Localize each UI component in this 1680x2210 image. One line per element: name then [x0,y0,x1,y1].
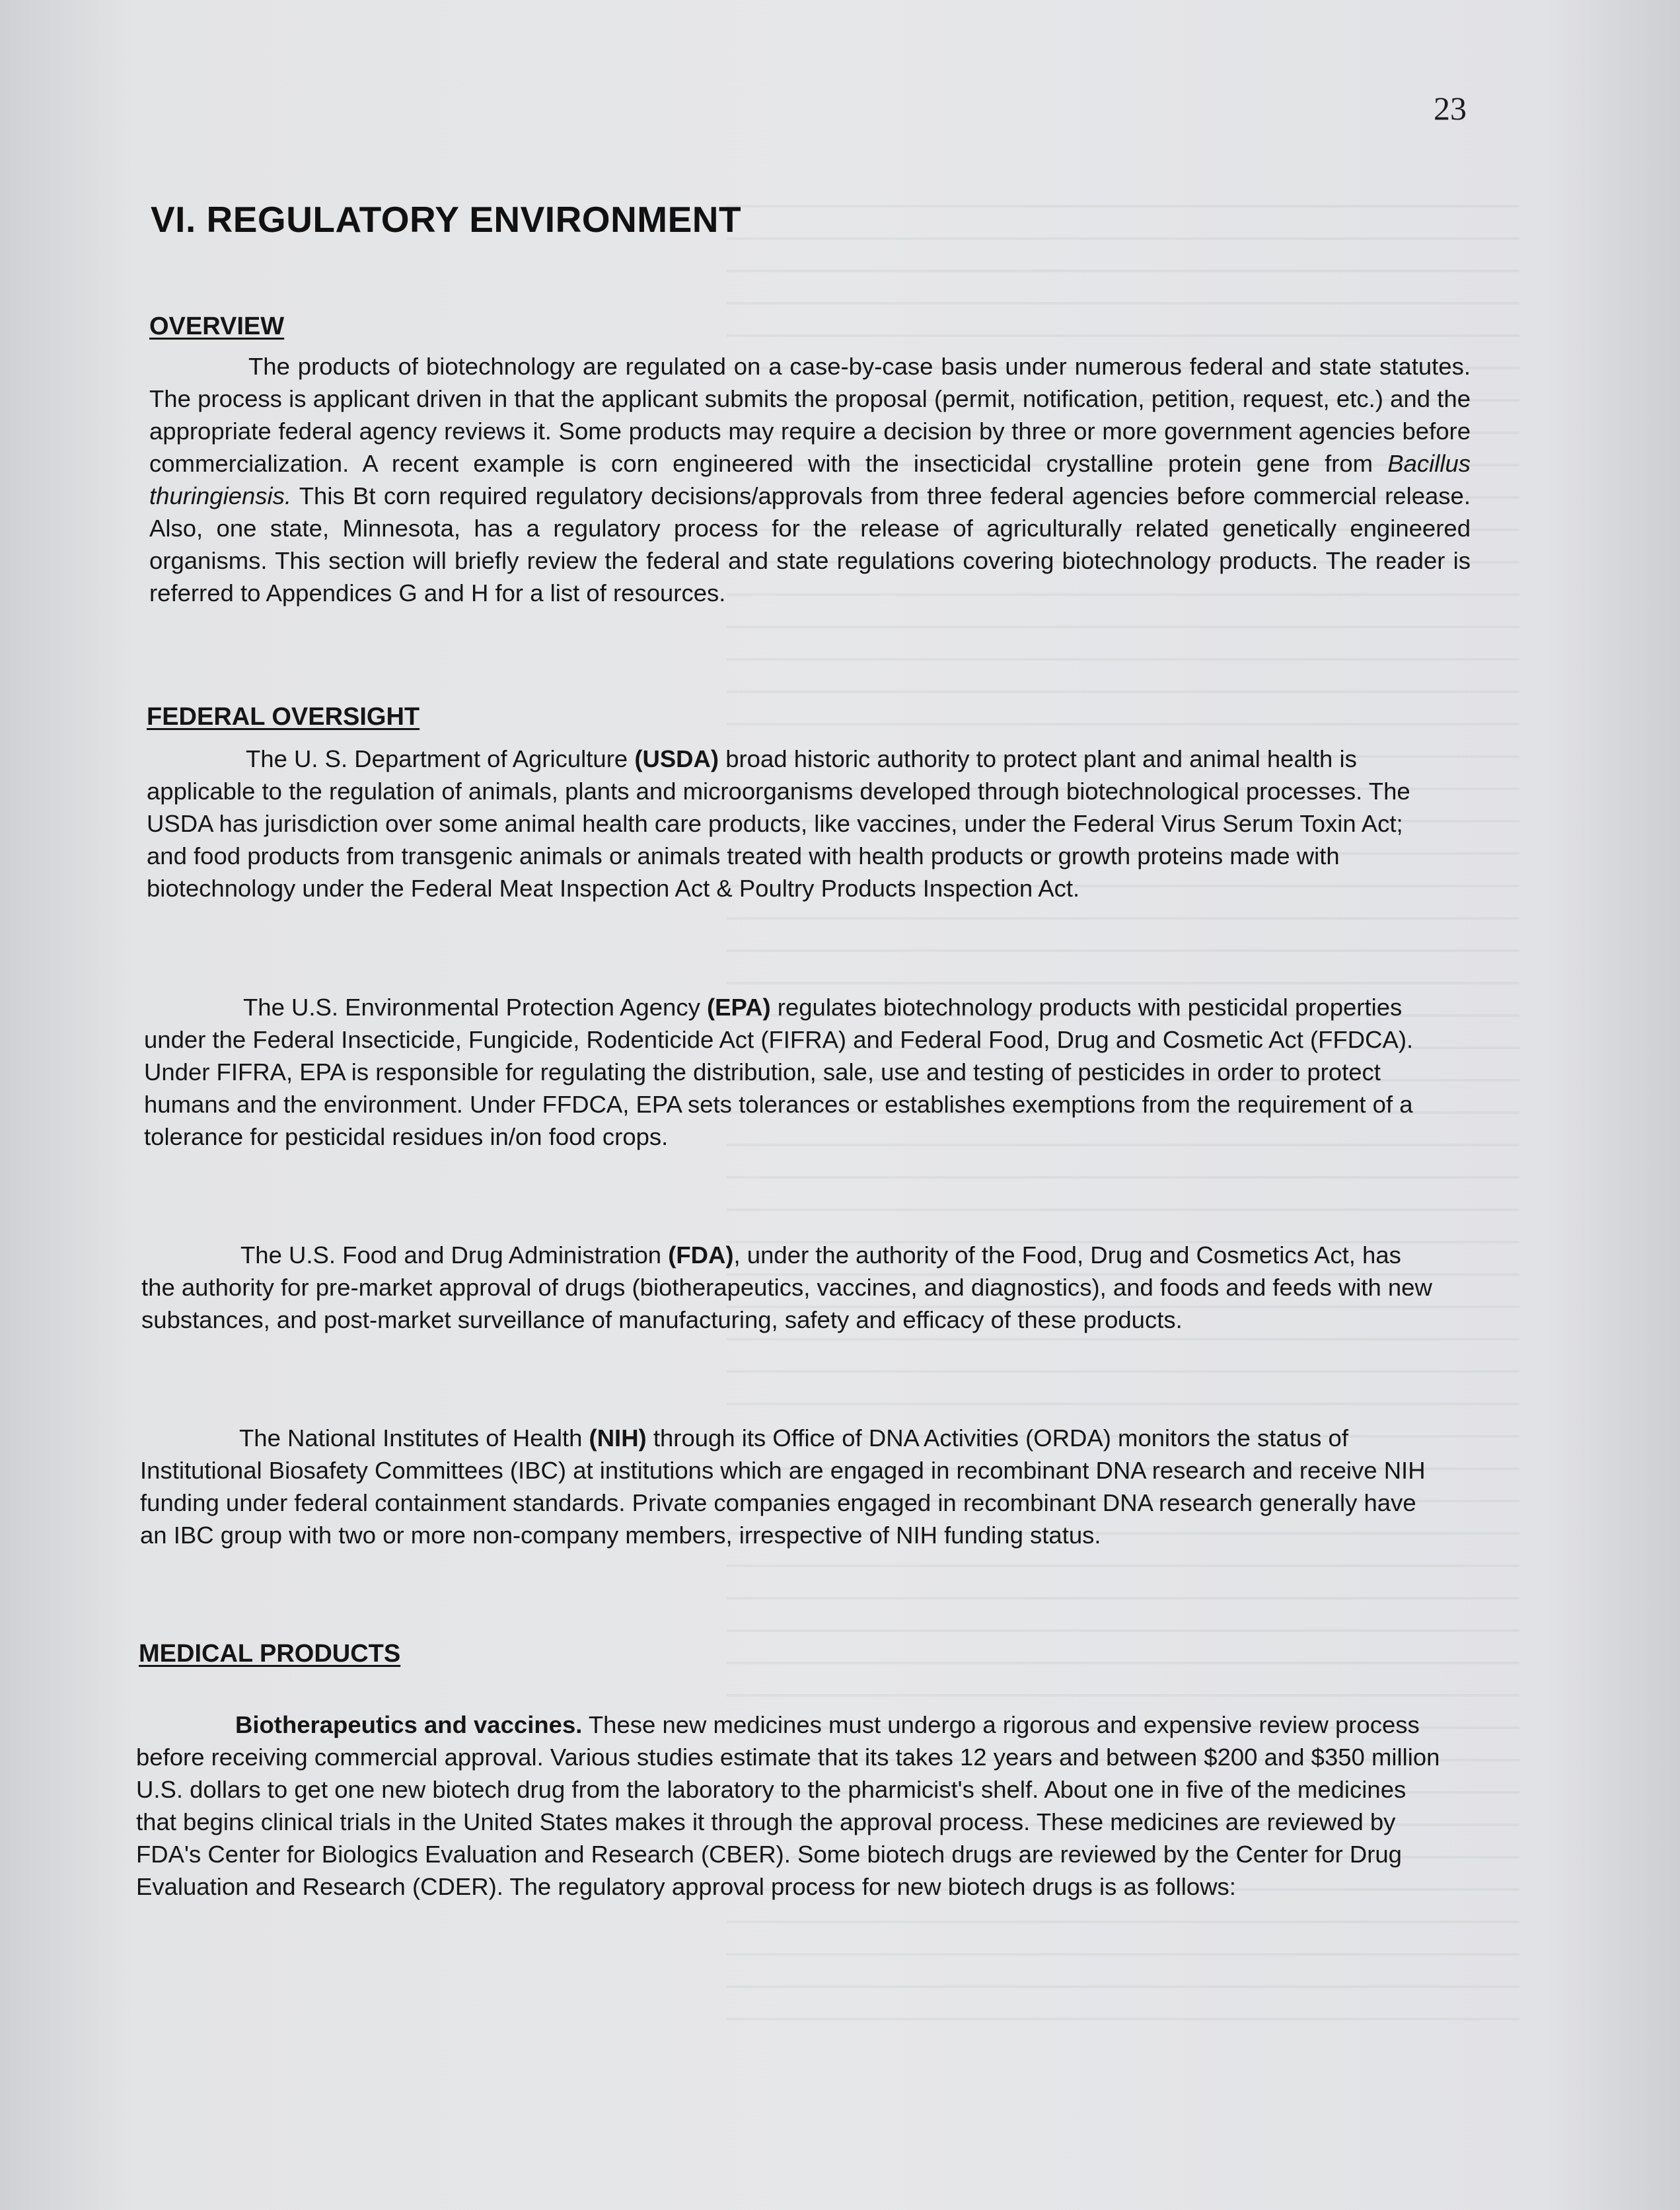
epa-abbreviation: (EPA) [706,994,771,1021]
chapter-title: VI. REGULATORY ENVIRONMENT [151,199,742,240]
overview-paragraph [149,350,1471,609]
species-name: Bacillus thuringiensis. [149,450,1471,509]
biotherapeutics-paragraph [136,1709,1444,1903]
nih-abbreviation: (NIH) [589,1424,647,1452]
overview-text-end: This Bt corn required regulatory decisions/approvals from three federal agencies before commercial release. Also, one state, Minnesota, has a regulatory process for the release of agriculturally related genetically engineered organisms. This section will briefly review the federal and state regulations covering biotechnology products. The reader is referred to Appendices G and H for a list of resources. [149,482,1471,607]
section-heading-medical-products: MEDICAL PRODUCTS [139,1640,401,1668]
epa-text-end: regulates biotechnology products with pesticidal properties under the Federal Insecticide, Fungicide, Rodenticide Act (FIFRA) and Federal Food, Drug and Cosmetic Act (FFDCA). Under FIFRA, EPA is responsible for regulating the distribution, sale, use and testing of pesticides in order to protect humans and the environment. Under FFDCA, EPA sets tolerances or establishes exemptions from the requirement of a tolerance for pesticidal residues in/on food crops. [144,994,1414,1150]
overview-text-start: The products of biotechnology are regulated on a case-by-case basis under numerous federal and state statutes. The process is applicant driven in that the applicant submits the proposal (permit, notification, petition, request, etc.) and the appropriate federal agency reviews it. Some products may require a decision by three or more government agencies before commercialization. A recent example is corn engineered with the insecticidal crystalline protein gene from [149,353,1471,477]
fda-text-start: The U.S. Food and Drug Administration [240,1241,669,1269]
usda-paragraph [147,743,1442,904]
usda-text-end: broad historic authority to protect plant and animal health is applicable to the regulation of animals, plants and microorganisms developed through biotechnological processes. The USDA has jurisdiction over some animal health care products, like vaccines, under the Federal Virus Serum Toxin Act; and food products from transgenic animals or animals treated with health products or growth proteins made with biotechnology under the Federal Meat Inspection Act & Poultry Products Inspection Act. [147,745,1410,902]
usda-text-start: The U. S. Department of Agriculture [246,745,635,772]
epa-paragraph [144,991,1452,1153]
section-heading-overview: OVERVIEW [149,313,285,340]
nih-paragraph [140,1422,1442,1551]
page-number: 23 [1434,90,1467,127]
fda-text-end: , under the authority of the Food, Drug and Cosmetics Act, has the authority for pre-market approval of drugs (biotherapeutics, vaccines, and diagnostics), and foods and feeds with new substances, and post-market surveillance of manufacturing, safety and efficacy of these products. [141,1241,1432,1333]
nih-text-start: The National Institutes of Health [239,1424,589,1452]
biotherapeutics-lead: Biotherapeutics and vaccines. [235,1711,583,1738]
section-heading-federal-oversight: FEDERAL OVERSIGHT [147,703,420,731]
usda-abbreviation: (USDA) [634,745,719,772]
fda-paragraph [141,1239,1436,1336]
fda-abbreviation: (FDA) [668,1241,734,1269]
biotherapeutics-text: These new medicines must undergo a rigorous and expensive review process before receiving commercial approval. Various studies estimate that its takes 12 years and between $200 and $350 million U.S. dollars to get one new biotech drug from the laboratory to the pharmicist's shelf. About one in five of the medicines that begins clinical trials in the United States makes it through the approval process. These medicines are reviewed by FDA's Center for Biologics Evaluation and Research (CBER). Some biotech drugs are reviewed by the Center for Drug Evaluation and Research (CDER). The regulatory approval process for new biotech drugs is as follows: [136,1711,1440,1900]
nih-text-end: through its Office of DNA Activities (ORDA) monitors the status of Institutional Biosafety Committees (IBC) at institutions which are engaged in recombinant DNA research and receive NIH funding under federal containment standards. Private companies engaged in recombinant DNA research generally have an IBC group with two or more non-company members, irrespective of NIH funding status. [140,1424,1426,1549]
epa-text-start: The U.S. Environmental Protection Agency [243,994,707,1021]
